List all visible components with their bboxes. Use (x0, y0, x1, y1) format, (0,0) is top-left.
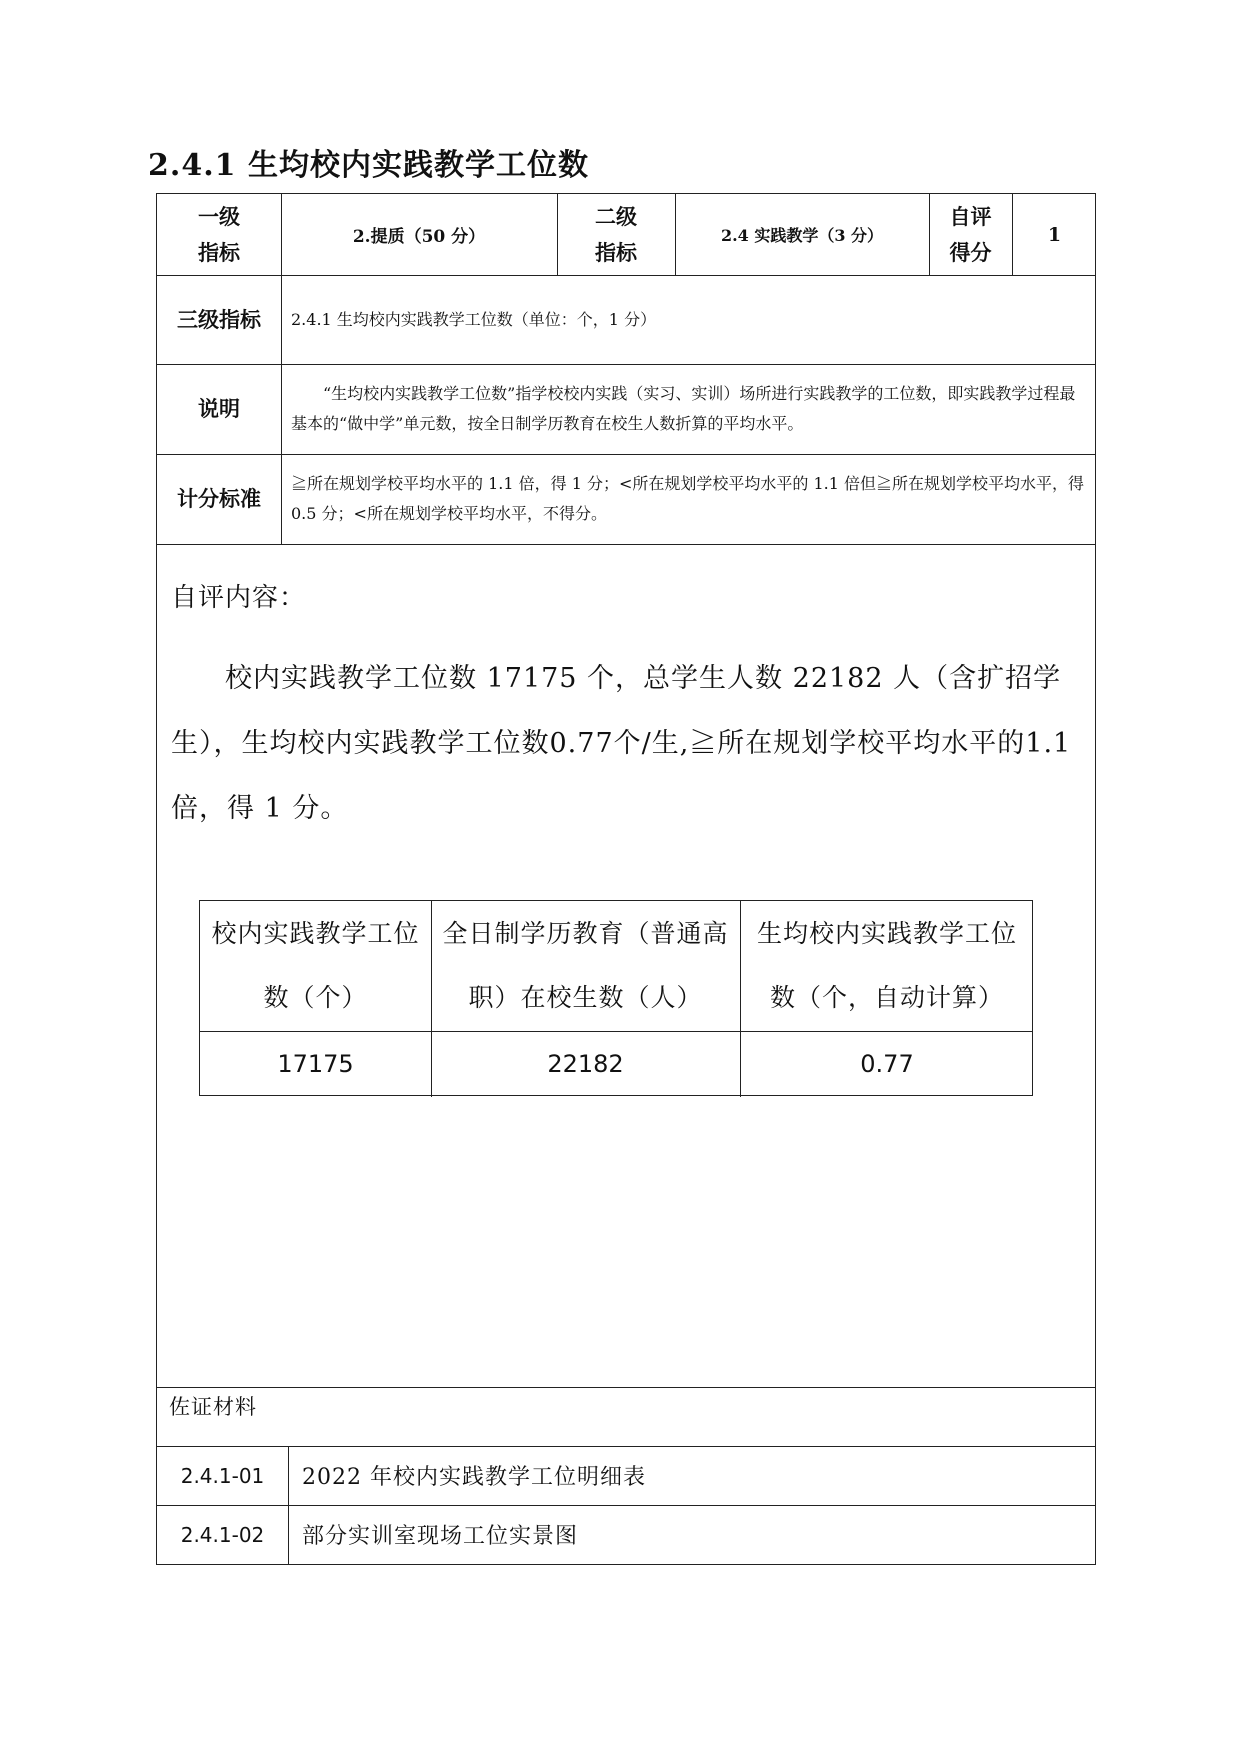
explanation-value: “生均校内实践教学工位数”指学校校内实践（实习、实训）场所进行实践教学的工位数，即实践教学过程最基本的“做中学”单元数，按全日制学历教育在校生人数折算的平均水平。 (291, 384, 1076, 433)
row-divider (157, 544, 1095, 545)
stats-header-stations: 校内实践教学工位数（个） (211, 919, 420, 1012)
score-label: 自评 得分 (949, 203, 992, 265)
evidence-item-link[interactable]: 部分实训室现场工位实景图 (302, 1524, 579, 1549)
stats-value-stations: 17175 (277, 1050, 354, 1078)
level1-label: 一级 指标 (198, 203, 240, 265)
evidence-code: 2.4.1-02 (180, 1522, 265, 1547)
evidence-code: 2.4.1-01 (180, 1463, 265, 1488)
scoring-value: ≧所在规划学校平均水平的 1.1 倍，得 1 分；<所在规划学校平均水平的 1.1 倍但≧所在规划学校平均水平，得 0.5 分；<所在规划学校平均水平，不得分。 (291, 474, 1084, 523)
evidence-title: 佐证材料 (169, 1395, 257, 1419)
scoring-label: 计分标准 (177, 486, 261, 511)
evidence-item-link[interactable]: 2022 年校内实践教学工位明细表 (302, 1465, 646, 1490)
level3-label: 三级指标 (177, 306, 261, 332)
stats-header-ratio: 生均校内实践教学工位数（个，自动计算） (756, 919, 1017, 1012)
row-divider (157, 1387, 1095, 1388)
score-value: 1 (1047, 223, 1062, 246)
stats-header-students: 全日制学历教育（普通高职）在校生数（人） (442, 919, 729, 1012)
stats-table (199, 900, 1033, 1096)
level1-value: 2.提质（50 分） (352, 227, 486, 247)
indicator-form (156, 193, 1096, 1565)
level3-value: 2.4.1 生均校内实践教学工位数（单位：个，1 分） (291, 309, 657, 329)
level2-value: 2.4 实践教学（3 分） (720, 226, 884, 245)
level2-label: 二级 指标 (595, 203, 637, 265)
explanation-label: 说明 (198, 396, 240, 421)
stats-value-students: 22182 (547, 1050, 624, 1078)
page-heading: 2.4.1 生均校内实践教学工位数 (148, 148, 589, 183)
self-eval-label: 自评内容： (171, 583, 307, 613)
self-eval-paragraph: 校内实践教学工位数 17175 个，总学生人数 22182 人（含扩招学生），生均校内实践教学工位数0.77个/生,≧所在规划学校平均水平的1.1倍，得 1 分。 (171, 663, 1072, 824)
stats-value-ratio: 0.77 (860, 1050, 914, 1078)
